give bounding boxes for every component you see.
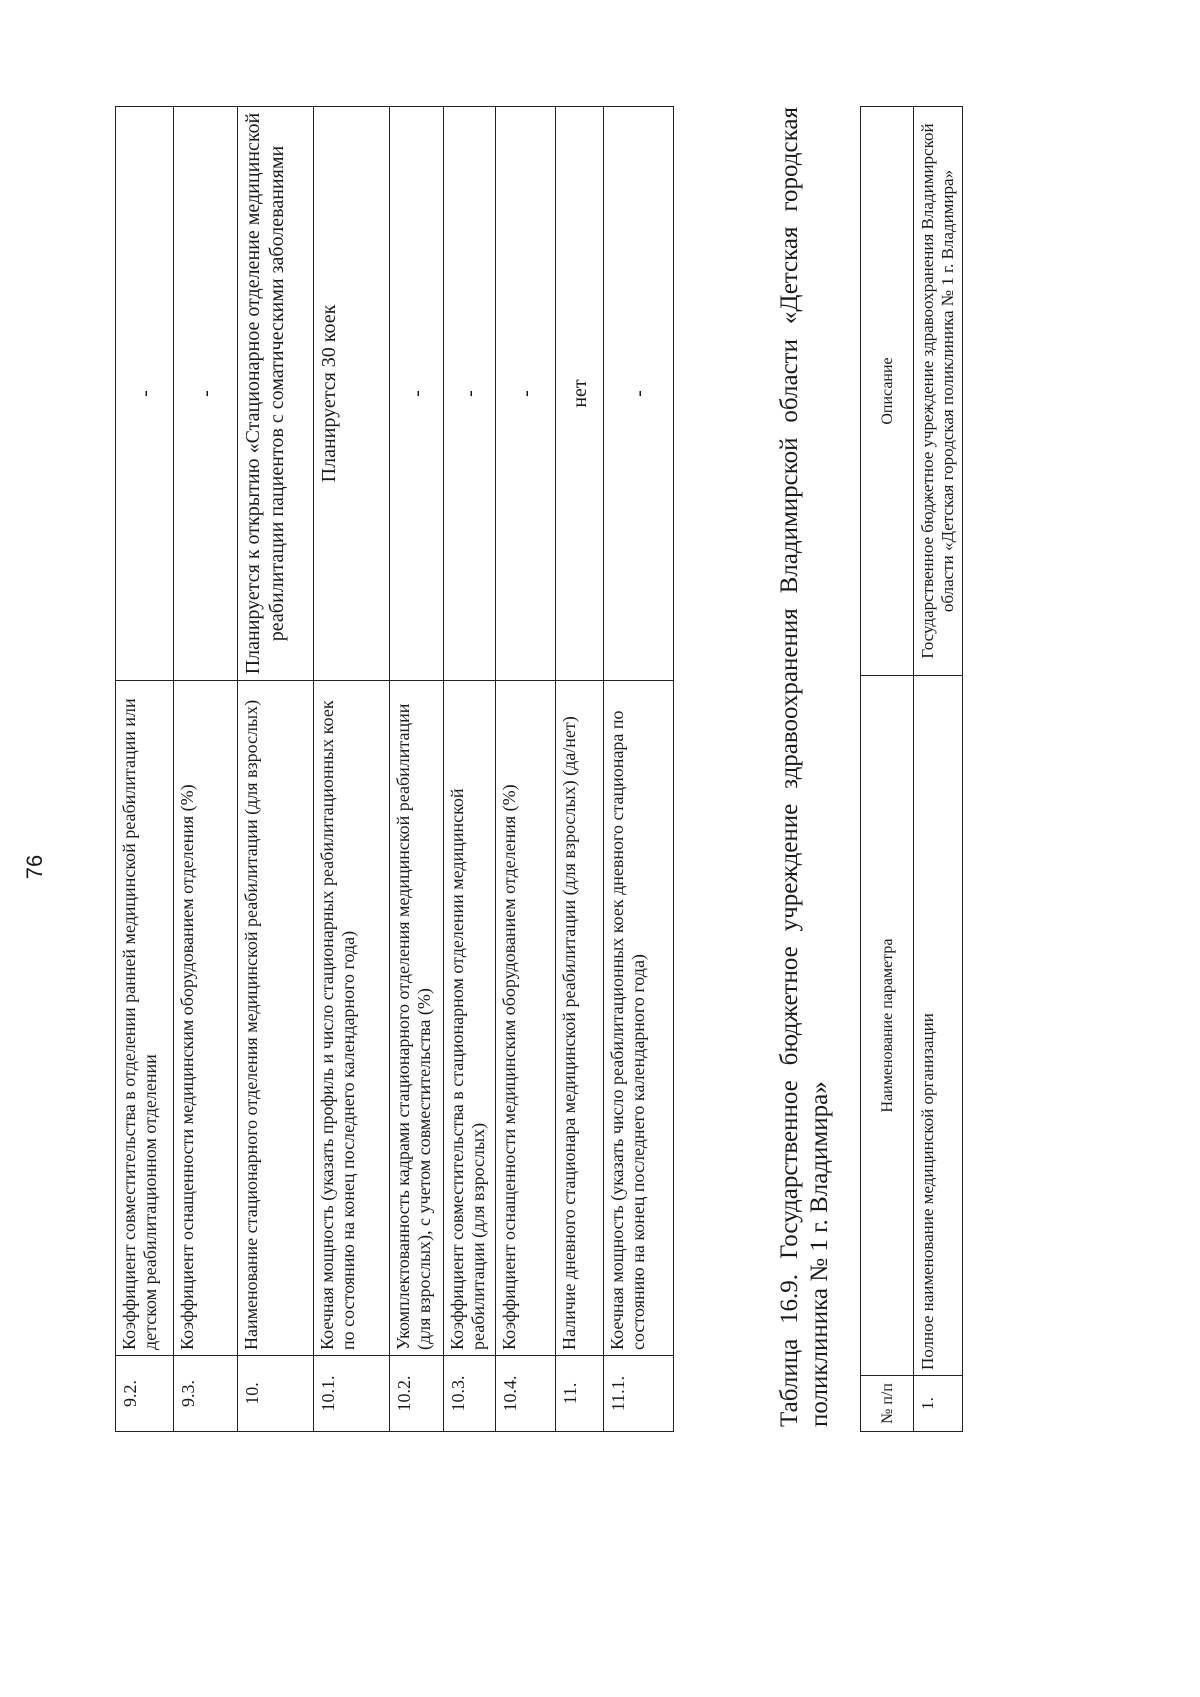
page-number: 76 [22,854,47,880]
header-parameter: Наименование параметра [861,676,914,1376]
row-number: 10.3. [444,1356,496,1432]
table-row [556,107,604,1432]
row-parameter: Укомплектованность кадрами стационарного отделения медицинской реабилитации (для взрослых), с учетом совместительства (%) [390,681,444,1356]
row-parameter: Коечная мощность (указать профиль и число стационарных реабилитационных коек по состоянию на конец последнего календарного года) [314,681,390,1356]
row-value: - [604,107,674,681]
row-number: 10.2. [390,1356,444,1432]
row-number: 9.3. [174,1356,238,1432]
row-parameter: Наличие дневного стационара медицинской реабилитации (для взрослых) (да/нет) [556,681,604,1356]
row-value: - [390,107,444,681]
row-parameter: Коэффициент оснащенности медицинским оборудованием отделения (%) [496,681,556,1356]
row-number: 10.4. [496,1356,556,1432]
row-value: Планируется к открытию «Стационарное отделение медицинской реабилитации пациентов с соматическими заболеваниями [238,107,314,681]
table-row [390,107,444,1432]
row-number: 10. [238,1356,314,1432]
row-value: - [174,107,238,681]
table-row [314,107,390,1432]
table-caption: Таблица 16.9. Государственное бюджетное учреждение здравоохранения Владимирской области «Детская городская поликлиника № 1 г. Владимира» [776,107,833,1427]
row-number: 10.1. [314,1356,390,1432]
row-parameter: Коэффициент совместительства в стационарном отделении медицинской реабилитации (для взрослых) [444,681,496,1356]
row-value: - [496,107,556,681]
table-row [496,107,556,1432]
row-parameter: Полное наименование медицинской организации [914,676,963,1376]
table-row [116,107,174,1432]
table-header-row [861,107,914,1432]
header-num: № п/п [861,1376,914,1432]
table-row [238,107,314,1432]
row-parameter: Наименование стационарного отделения медицинской реабилитации (для взрослых) [238,681,314,1356]
table-new [860,106,963,1432]
row-value: нет [556,107,604,681]
table-continued [115,106,674,1432]
row-description: Государственное бюджетное учреждение здравоохранения Владимирской области «Детская городская поликлиника № 1 г. Владимира» [914,107,963,676]
row-number: 1. [914,1376,963,1432]
table-row [444,107,496,1432]
row-value: - [444,107,496,681]
row-value: Планируется 30 коек [314,107,390,681]
row-number: 11.1. [604,1356,674,1432]
row-number: 9.2. [116,1356,174,1432]
row-parameter: Коэффициент оснащенности медицинским оборудованием отделения (%) [174,681,238,1356]
row-value: - [116,107,174,681]
table-row [174,107,238,1432]
row-parameter: Коэффициент совместительства в отделении ранней медицинской реабилитации или детском реабилитационном отделении [116,681,174,1356]
row-parameter: Коечная мощность (указать число реабилитационных коек дневного стационара по состоянию на конец последнего календарного года) [604,681,674,1356]
table-row [914,107,963,1432]
table-row [604,107,674,1432]
header-description: Описание [861,107,914,676]
row-number: 11. [556,1356,604,1432]
